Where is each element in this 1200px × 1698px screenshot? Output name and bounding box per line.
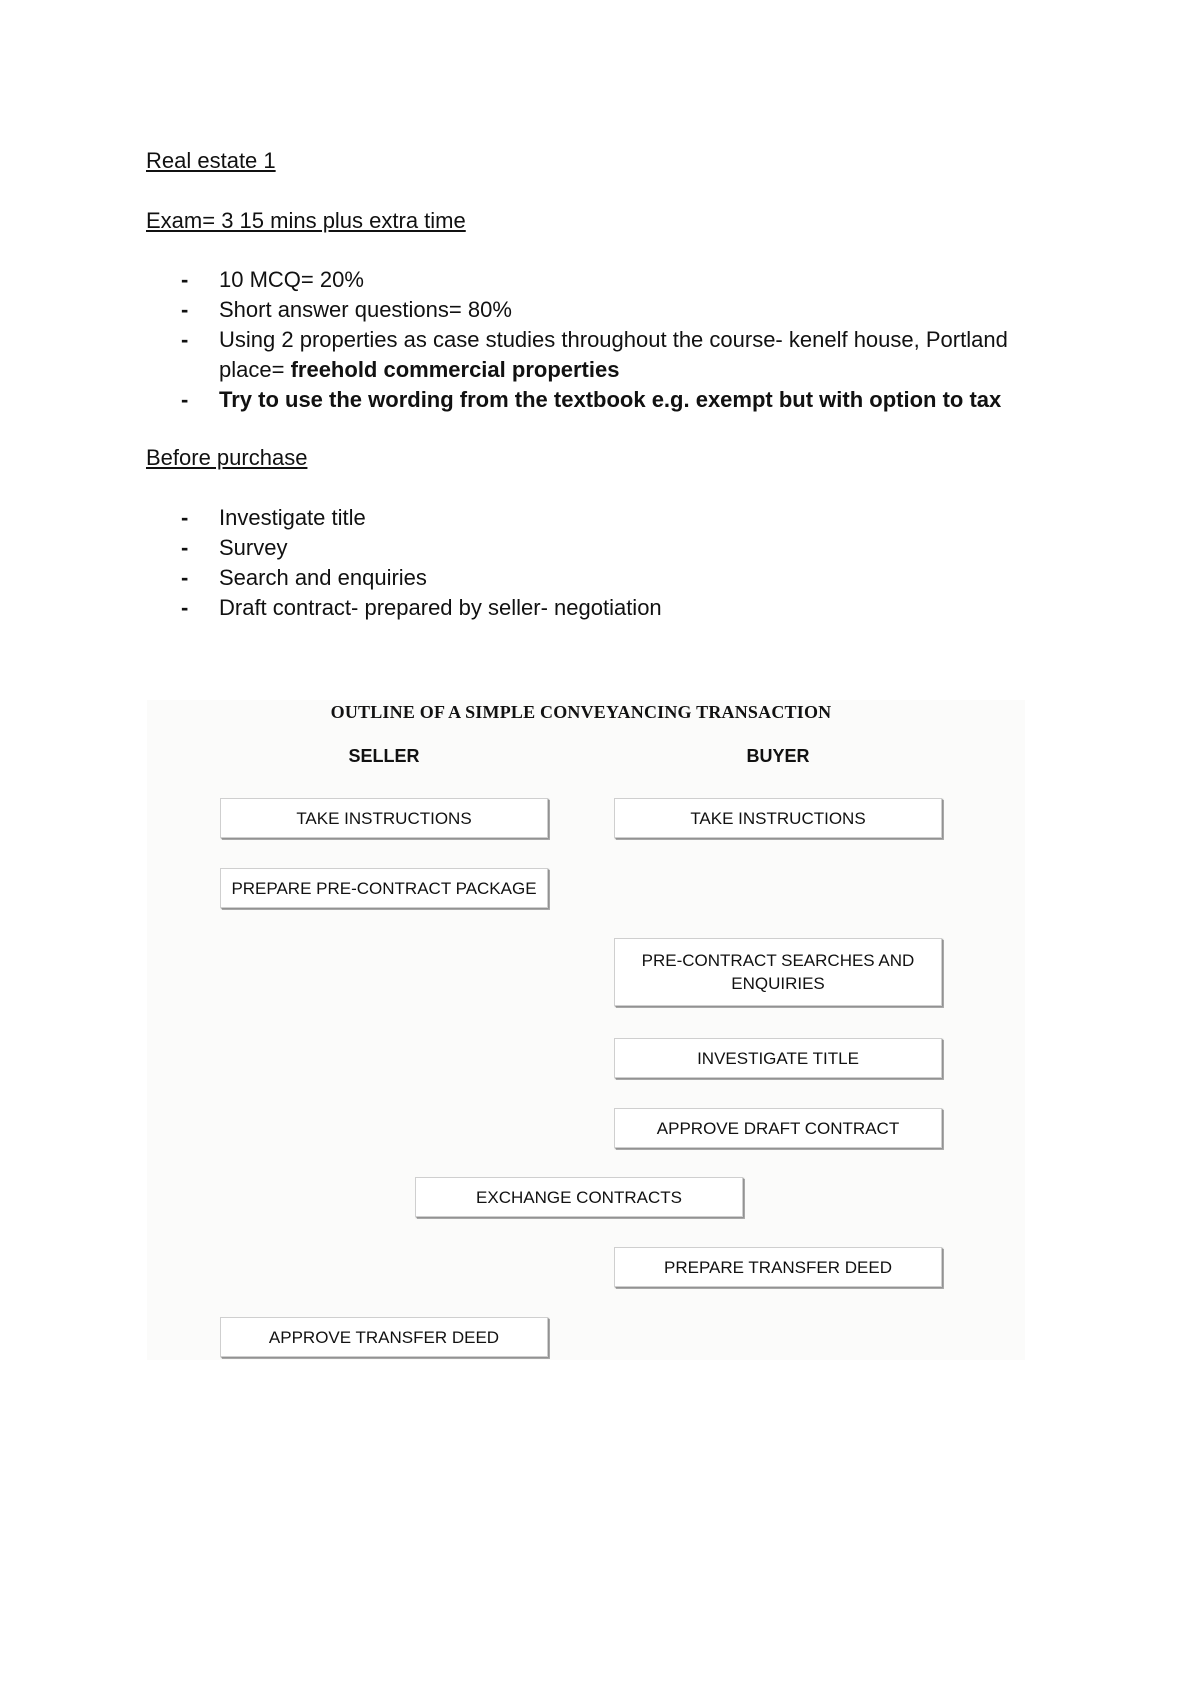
exam-bullet-list bbox=[146, 265, 1046, 415]
exam-heading: Exam= 3 15 mins plus extra time bbox=[146, 208, 466, 233]
bullet-dash: - bbox=[181, 505, 189, 530]
before-purchase-bullet-list bbox=[146, 503, 1046, 623]
exam-bullet-mcq: 10 MCQ= 20% bbox=[219, 267, 364, 292]
bullet-dash: - bbox=[181, 327, 189, 352]
step-approve-transfer-deed: APPROVE TRANSFER DEED bbox=[220, 1317, 548, 1357]
bullet-dash: - bbox=[181, 387, 189, 412]
list-item bbox=[146, 503, 1046, 533]
seller-column-label: SELLER bbox=[348, 746, 420, 766]
before-bullet-search: Search and enquiries bbox=[219, 565, 427, 590]
before-bullet-survey: Survey bbox=[219, 535, 288, 560]
bullet-dash: - bbox=[181, 297, 189, 322]
list-item bbox=[146, 325, 1046, 385]
bullet-dash: - bbox=[181, 535, 189, 560]
step-pre-contract-searches: PRE-CONTRACT SEARCHES AND ENQUIRIES bbox=[614, 938, 942, 1006]
step-buyer-take-instructions: TAKE INSTRUCTIONS bbox=[614, 798, 942, 838]
exam-bullet-wording: Try to use the wording from the textbook e.g. exempt but with option to tax bbox=[219, 387, 1002, 412]
list-item bbox=[146, 533, 1046, 563]
step-seller-take-instructions: TAKE INSTRUCTIONS bbox=[220, 798, 548, 838]
list-item bbox=[146, 563, 1046, 593]
list-item bbox=[146, 295, 1046, 325]
document-title: Real estate 1 bbox=[146, 148, 276, 173]
step-approve-draft-contract: APPROVE DRAFT CONTRACT bbox=[614, 1108, 942, 1148]
before-purchase-heading: Before purchase bbox=[146, 445, 308, 470]
exam-bullet-short-answer: Short answer questions= 80% bbox=[219, 297, 512, 322]
step-prepare-transfer-deed: PREPARE TRANSFER DEED bbox=[614, 1247, 942, 1287]
freehold-commercial-properties-text: freehold commercial properties bbox=[290, 357, 620, 382]
exam-bullet-case-studies: Using 2 properties as case studies throughout the course- kenelf house, Portland place= bbox=[219, 327, 1008, 382]
bullet-dash: - bbox=[181, 565, 189, 590]
list-item bbox=[146, 265, 1046, 295]
buyer-column-label: BUYER bbox=[746, 746, 810, 766]
list-item bbox=[146, 385, 1046, 415]
before-bullet-investigate-title: Investigate title bbox=[219, 505, 366, 530]
step-investigate-title: INVESTIGATE TITLE bbox=[614, 1038, 942, 1078]
bullet-dash: - bbox=[181, 595, 189, 620]
list-item bbox=[146, 593, 1046, 623]
conveyancing-outline-figure bbox=[147, 700, 1025, 1360]
figure-title: OUTLINE OF A SIMPLE CONVEYANCING TRANSACTION bbox=[330, 702, 832, 722]
before-bullet-draft-contract: Draft contract- prepared by seller- negotiation bbox=[219, 595, 662, 620]
step-exchange-contracts: EXCHANGE CONTRACTS bbox=[415, 1177, 743, 1217]
step-prepare-pre-contract-package: PREPARE PRE-CONTRACT PACKAGE bbox=[220, 868, 548, 908]
bullet-dash: - bbox=[181, 267, 189, 292]
